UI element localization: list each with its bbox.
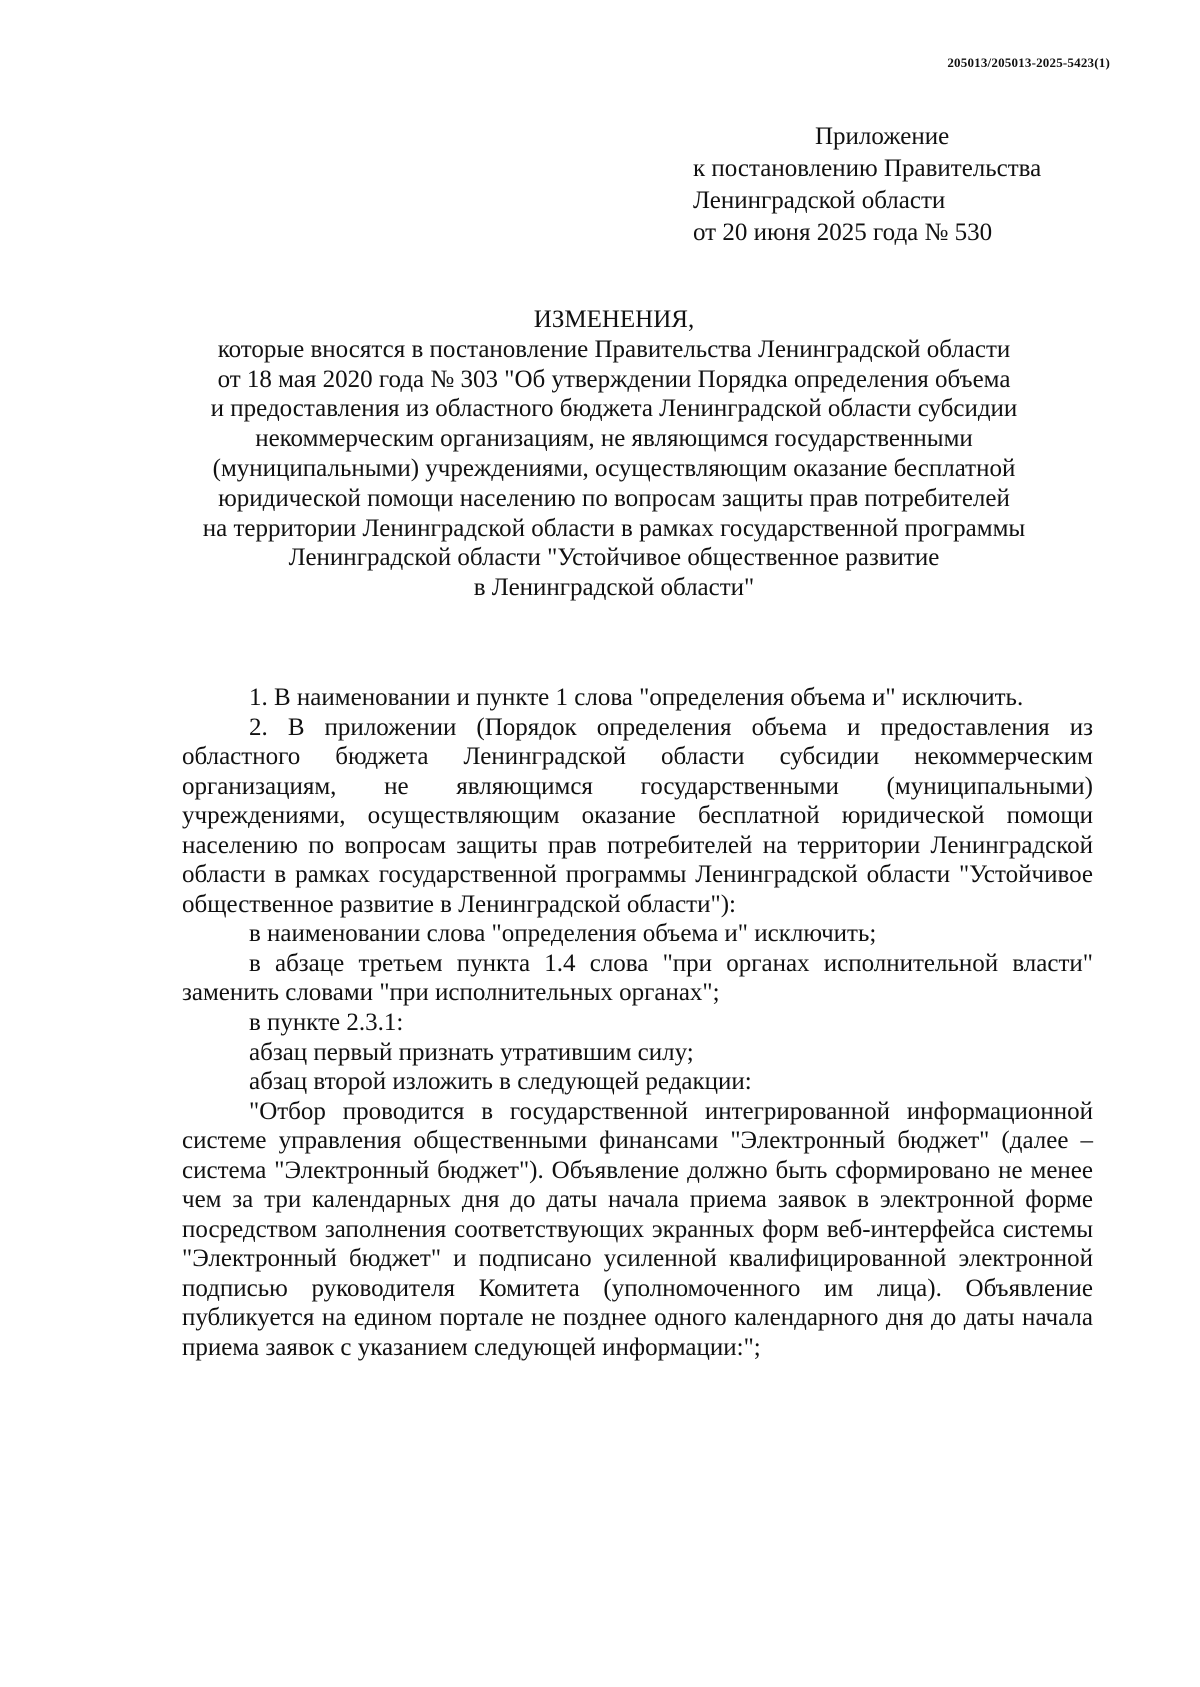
appendix-region-line: Ленинградской области <box>693 187 946 214</box>
title-line: и предоставления из областного бюджета Ленинградской области субсидии <box>210 395 1018 423</box>
document-body <box>182 683 1093 1363</box>
appendix-block <box>693 121 1041 249</box>
body-paragraph-3: в наименовании слова "определения объема и" исключить; <box>249 920 877 948</box>
body-paragraph-7: абзац второй изложить в следующей редакции: <box>249 1068 752 1096</box>
title-line: некоммерческим организациям, не являющимся государственными <box>255 425 973 453</box>
title-line: на территории Ленинградской области в рамках государственной программы <box>202 514 1026 542</box>
document-registration-number: 205013/205013-2025-5423(1) <box>947 55 1110 70</box>
appendix-title: Приложение <box>815 123 950 150</box>
title-line: которые вносятся в постановление Правительства Ленинградской области <box>217 335 1011 363</box>
body-paragraph-1: 1. В наименовании и пункте 1 слова "определения объема и" исключить. <box>249 684 1024 711</box>
title-line: в Ленинградской области" <box>473 574 755 602</box>
body-paragraph-8: "Отбор проводится в государственной интегрированной информационной системе управления общественными финансами "Электронный бюджет" (далее – система "Электронный бюджет"). Объявление должно быть сформировано не менее чем за три календарных дня до даты начала приема заявок в электронной форме посредством заполнения соответствующих экранных форм веб-интерфейса системы "Электронный бюджет" и подписано усиленной квалифицированной электронной подписью руководителя Комитета (уполномоченного им лица). Объявление публикуется на едином портале не позднее одного календарного дня до даты начала приема заявок с указанием следующей информации:"; <box>182 1097 1093 1362</box>
body-paragraph-6: абзац первый признать утратившим силу; <box>249 1038 694 1066</box>
title-line: Ленинградской области "Устойчивое общественное развитие <box>288 544 940 572</box>
document-title-block <box>150 305 1078 603</box>
appendix-reference-line: к постановлению Правительства <box>693 155 1042 182</box>
body-paragraph-4: в абзаце третьем пункта 1.4 слова "при органах исполнительной власти" заменить словами "при исполнительных органах"; <box>182 949 1093 1007</box>
document-heading: ИЗМЕНЕНИЯ, <box>533 306 695 333</box>
appendix-date-line: от 20 июня 2025 года № 530 <box>693 219 993 246</box>
title-line: от 18 мая 2020 года № 303 "Об утверждении Порядка определения объема <box>217 365 1011 393</box>
body-paragraph-5: в пункте 2.3.1: <box>249 1009 404 1037</box>
title-line: (муниципальными) учреждениями, осуществляющим оказание бесплатной <box>212 454 1016 482</box>
title-line: юридической помощи населению по вопросам защиты прав потребителей <box>218 484 1010 512</box>
body-paragraph-2: 2. В приложении (Порядок определения объема и предоставления из областного бюджета Ленинградской области субсидии некоммерческим организациям, не являющимся государственными (муниципальными) учреждениями, осуществляющим оказание бесплатной юридической помощи населению по вопросам защиты прав потребителей на территории Ленинградской области в рамках государственной программы Ленинградской области "Устойчивое общественное развитие в Ленинградской области"): <box>182 713 1093 918</box>
